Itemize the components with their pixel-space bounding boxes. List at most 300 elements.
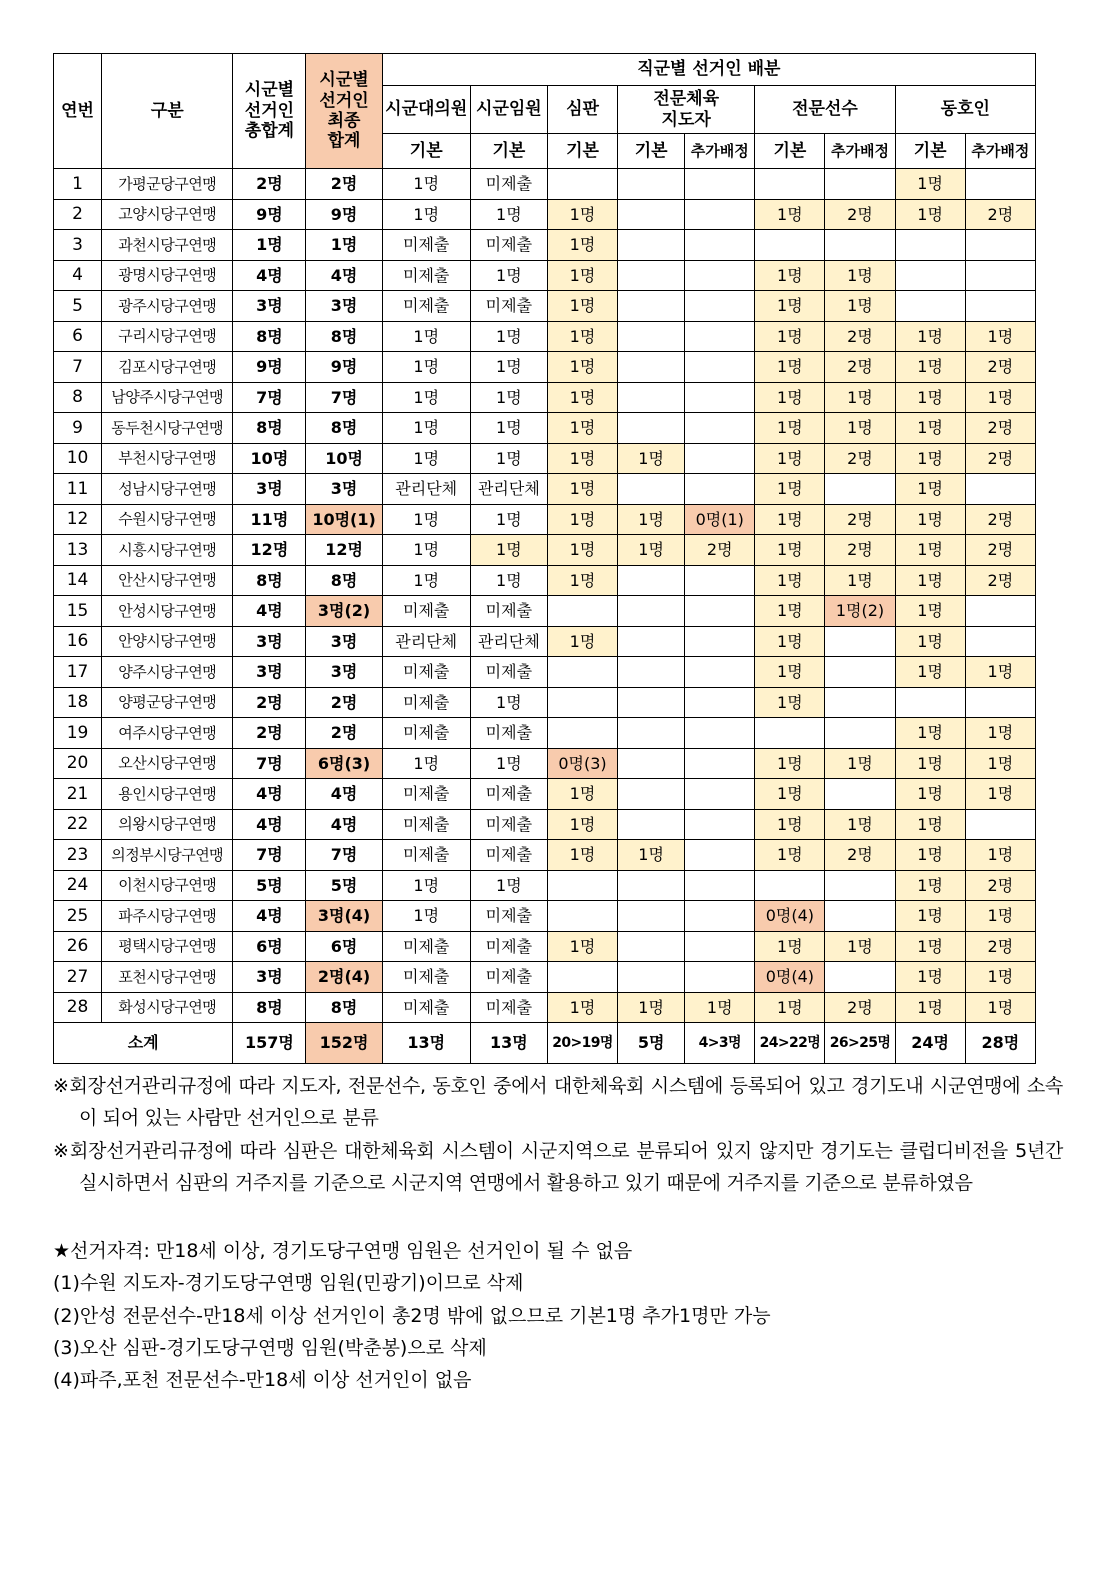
distribution-cell: 1명 (755, 504, 825, 535)
distribution-cell: 1명 (965, 992, 1035, 1023)
header-sub: 기본 (547, 134, 617, 169)
distribution-cell (685, 199, 755, 230)
distribution-cell: 1명 (470, 352, 547, 383)
distribution-cell: 1명 (755, 443, 825, 474)
distribution-cell (618, 321, 685, 352)
distribution-cell: 1명 (382, 382, 470, 413)
distribution-cell (618, 230, 685, 261)
distribution-cell (825, 657, 895, 688)
distribution-cell (825, 474, 895, 505)
distribution-cell (825, 230, 895, 261)
distribution-cell (685, 748, 755, 779)
row-total: 11명 (233, 504, 306, 535)
distribution-cell: 1명 (965, 901, 1035, 932)
qualification-note: ★선거자격: 만18세 이상, 경기도당구연맹 임원은 선거인이 될 수 없음 (53, 1240, 633, 1263)
footer-cell: 24명 (895, 1023, 965, 1064)
footer-cell: 5명 (618, 1023, 685, 1064)
table-row (54, 413, 1036, 444)
distribution-cell (685, 931, 755, 962)
distribution-cell (618, 474, 685, 505)
header-final: 시군별 선거인 최종 합계 (306, 54, 382, 169)
distribution-cell: 1명 (547, 443, 617, 474)
distribution-cell: 2명 (965, 565, 1035, 596)
distribution-cell (825, 169, 895, 200)
distribution-cell: 1명 (382, 748, 470, 779)
distribution-cell (547, 657, 617, 688)
distribution-cell: 1명 (547, 840, 617, 871)
distribution-cell: 1명 (895, 931, 965, 962)
federation-name: 성남시당구연맹 (102, 474, 233, 505)
distribution-cell (685, 870, 755, 901)
distribution-cell: 1명 (895, 748, 965, 779)
distribution-cell: 1명 (470, 199, 547, 230)
distribution-cell (618, 352, 685, 383)
distribution-cell: 1명 (895, 413, 965, 444)
row-final-total: 4명 (306, 260, 382, 291)
federation-name: 김포시당구연맹 (102, 352, 233, 383)
distribution-cell: 1명 (755, 260, 825, 291)
row-final-total: 1명 (306, 230, 382, 261)
distribution-cell: 1명 (895, 596, 965, 627)
footer-cell: 26>25명 (825, 1023, 895, 1064)
table-row (54, 230, 1036, 261)
row-final-total: 3명(4) (306, 901, 382, 932)
distribution-cell: 0명(1) (685, 504, 755, 535)
header-sub: 추가배정 (965, 134, 1035, 169)
distribution-cell (755, 169, 825, 200)
distribution-cell: 1명 (685, 992, 755, 1023)
row-number: 10 (54, 443, 102, 474)
distribution-cell: 2명 (965, 931, 1035, 962)
distribution-cell: 2명 (965, 199, 1035, 230)
table-body (54, 169, 1036, 1023)
distribution-cell (685, 779, 755, 810)
distribution-cell: 미제출 (470, 962, 547, 993)
distribution-cell: 1명 (382, 565, 470, 596)
row-number: 18 (54, 687, 102, 718)
distribution-cell (685, 687, 755, 718)
row-final-total: 12명 (306, 535, 382, 566)
distribution-cell: 1명 (825, 413, 895, 444)
distribution-cell: 1명 (382, 169, 470, 200)
distribution-cell (547, 870, 617, 901)
distribution-cell (547, 901, 617, 932)
distribution-cell: 미제출 (470, 901, 547, 932)
row-number: 16 (54, 626, 102, 657)
distribution-cell: 2명 (685, 535, 755, 566)
distribution-cell: 미제출 (470, 718, 547, 749)
distribution-cell: 1명 (470, 687, 547, 718)
table-row (54, 535, 1036, 566)
row-final-total: 8명 (306, 992, 382, 1023)
distribution-cell (755, 230, 825, 261)
footer-cell: 28명 (965, 1023, 1035, 1064)
distribution-cell: 2명 (825, 352, 895, 383)
distribution-cell: 미제출 (382, 931, 470, 962)
distribution-cell: 2명 (965, 413, 1035, 444)
row-final-total: 2명 (306, 718, 382, 749)
row-final-total: 3명 (306, 291, 382, 322)
table-row (54, 840, 1036, 871)
table-row (54, 962, 1036, 993)
distribution-cell: 1명 (895, 962, 965, 993)
distribution-cell: 1명 (965, 779, 1035, 810)
row-final-total: 3명(2) (306, 596, 382, 627)
row-total: 3명 (233, 626, 306, 657)
distribution-cell: 미제출 (470, 230, 547, 261)
distribution-cell: 1명 (965, 382, 1035, 413)
distribution-cell (618, 779, 685, 810)
row-final-total: 2명(4) (306, 962, 382, 993)
distribution-cell: 1명 (547, 565, 617, 596)
row-final-total: 6명(3) (306, 748, 382, 779)
distribution-cell: 1명 (895, 718, 965, 749)
distribution-cell: 미제출 (470, 291, 547, 322)
row-total: 8명 (233, 413, 306, 444)
row-total: 3명 (233, 657, 306, 688)
distribution-cell: 1명 (382, 535, 470, 566)
distribution-cell: 미제출 (470, 931, 547, 962)
row-total: 4명 (233, 901, 306, 932)
distribution-cell: 1명 (895, 535, 965, 566)
row-total: 12명 (233, 535, 306, 566)
header-group-referee: 심판 (547, 86, 617, 134)
table-row (54, 718, 1036, 749)
federation-name: 평택시당구연맹 (102, 931, 233, 962)
distribution-cell: 2명 (825, 199, 895, 230)
row-total: 4명 (233, 809, 306, 840)
federation-name: 양평군당구연맹 (102, 687, 233, 718)
distribution-cell (825, 870, 895, 901)
distribution-cell (618, 962, 685, 993)
distribution-cell: 1명 (547, 291, 617, 322)
footer-cell: 13명 (470, 1023, 547, 1064)
distribution-cell: 1명 (755, 565, 825, 596)
distribution-cell (685, 840, 755, 871)
distribution-cell: 1명 (755, 199, 825, 230)
federation-name: 시흥시당구연맹 (102, 535, 233, 566)
distribution-cell: 1명 (895, 382, 965, 413)
row-total: 5명 (233, 870, 306, 901)
table-row (54, 443, 1036, 474)
row-number: 27 (54, 962, 102, 993)
row-final-total: 8명 (306, 565, 382, 596)
distribution-cell: 1명 (547, 352, 617, 383)
federation-name: 여주시당구연맹 (102, 718, 233, 749)
distribution-cell: 1명 (618, 504, 685, 535)
distribution-cell: 1명 (825, 748, 895, 779)
distribution-cell: 1명 (895, 657, 965, 688)
distribution-cell (685, 718, 755, 749)
table-row (54, 382, 1036, 413)
distribution-cell: 미제출 (382, 840, 470, 871)
distribution-cell: 1명 (470, 260, 547, 291)
note-voter-classification: ※회장선거관리규정에 따라 지도자, 전문선수, 동호인 중에서 대한체육회 시스템에 등록되어 있고 경기도내 시군연맹에 소속이 되어 있는 사람만 선거인으로 분류 (53, 1075, 1063, 1130)
row-total: 7명 (233, 840, 306, 871)
distribution-cell (965, 291, 1035, 322)
table-row (54, 504, 1036, 535)
distribution-cell (618, 901, 685, 932)
distribution-cell: 미제출 (470, 596, 547, 627)
distribution-cell: 1명 (755, 931, 825, 962)
header-category: 구분 (102, 54, 233, 169)
row-number: 7 (54, 352, 102, 383)
federation-name: 이천시당구연맹 (102, 870, 233, 901)
header-sub: 기본 (895, 134, 965, 169)
distribution-cell (618, 870, 685, 901)
federation-name: 양주시당구연맹 (102, 657, 233, 688)
distribution-cell: 미제출 (470, 840, 547, 871)
row-number: 19 (54, 718, 102, 749)
distribution-cell: 1명 (618, 443, 685, 474)
distribution-cell: 0명(3) (547, 748, 617, 779)
row-number: 21 (54, 779, 102, 810)
distribution-cell (685, 443, 755, 474)
distribution-cell: 1명 (470, 321, 547, 352)
table-row (54, 321, 1036, 352)
table-row (54, 992, 1036, 1023)
distribution-cell: 1명 (470, 870, 547, 901)
row-final-total: 5명 (306, 870, 382, 901)
distribution-cell (685, 657, 755, 688)
row-number: 25 (54, 901, 102, 932)
distribution-cell (618, 291, 685, 322)
federation-name: 안양시당구연맹 (102, 626, 233, 657)
distribution-cell: 1명 (382, 352, 470, 383)
distribution-cell (618, 565, 685, 596)
footnote-2: (2)안성 전문선수-만18세 이상 선거인이 총2명 밖에 없으므로 기본1명 추가1명만 가능 (53, 1304, 771, 1327)
distribution-cell (685, 962, 755, 993)
row-total: 3명 (233, 291, 306, 322)
table-row (54, 779, 1036, 810)
notes-section (53, 1070, 1063, 1397)
federation-name: 과천시당구연맹 (102, 230, 233, 261)
table-row (54, 291, 1036, 322)
distribution-cell (895, 230, 965, 261)
row-total: 4명 (233, 779, 306, 810)
distribution-cell: 1명 (895, 779, 965, 810)
distribution-cell: 1명 (547, 199, 617, 230)
distribution-cell: 2명 (965, 443, 1035, 474)
distribution-cell: 1명 (382, 504, 470, 535)
distribution-cell: 1명 (755, 992, 825, 1023)
distribution-cell (825, 962, 895, 993)
header-no: 연번 (54, 54, 102, 169)
row-final-total: 3명 (306, 474, 382, 505)
row-total: 4명 (233, 260, 306, 291)
distribution-cell (618, 382, 685, 413)
federation-name: 화성시당구연맹 (102, 992, 233, 1023)
distribution-cell: 1명 (470, 748, 547, 779)
distribution-cell: 1명 (965, 321, 1035, 352)
distribution-cell: 1명 (895, 321, 965, 352)
distribution-cell: 1명 (895, 169, 965, 200)
distribution-cell (618, 657, 685, 688)
distribution-cell: 미제출 (470, 779, 547, 810)
distribution-cell: 미제출 (382, 718, 470, 749)
row-number: 6 (54, 321, 102, 352)
distribution-cell (965, 596, 1035, 627)
footnote-1: (1)수원 지도자-경기도당구연맹 임원(민광기)이므로 삭제 (53, 1272, 524, 1295)
distribution-cell (895, 291, 965, 322)
table-row (54, 260, 1036, 291)
federation-name: 동두천시당구연맹 (102, 413, 233, 444)
distribution-cell: 1명 (755, 840, 825, 871)
distribution-cell: 미제출 (382, 260, 470, 291)
row-total: 4명 (233, 596, 306, 627)
distribution-cell (965, 230, 1035, 261)
distribution-cell (755, 718, 825, 749)
row-number: 8 (54, 382, 102, 413)
distribution-cell (618, 413, 685, 444)
distribution-cell: 1명 (547, 626, 617, 657)
distribution-cell (685, 474, 755, 505)
header-sub: 기본 (755, 134, 825, 169)
distribution-cell: 1명 (382, 443, 470, 474)
distribution-cell (685, 413, 755, 444)
distribution-cell (685, 565, 755, 596)
elector-distribution-table (53, 53, 1036, 1064)
footer-final: 152명 (306, 1023, 382, 1064)
distribution-cell (895, 260, 965, 291)
row-final-total: 2명 (306, 687, 382, 718)
distribution-cell (965, 626, 1035, 657)
row-final-total: 10명(1) (306, 504, 382, 535)
header-distribution: 직군별 선거인 배분 (382, 54, 1035, 86)
distribution-cell (965, 809, 1035, 840)
header-sub: 추가배정 (825, 134, 895, 169)
row-final-total: 9명 (306, 199, 382, 230)
distribution-cell: 미제출 (382, 657, 470, 688)
note-referee-classification: ※회장선거관리규정에 따라 심판은 대한체육회 시스템이 시군지역으로 분류되어 있지 않지만 경기도는 클럽디비전을 5년간 실시하면서 심판의 거주지를 기준으로 시군지역 연맹에서 활용하고 있기 때문에 거주지를 기준으로 분류하였음 (53, 1139, 1063, 1194)
distribution-cell: 1명 (470, 535, 547, 566)
distribution-cell (685, 169, 755, 200)
row-number: 15 (54, 596, 102, 627)
distribution-cell: 1명 (895, 840, 965, 871)
distribution-cell: 2명 (965, 504, 1035, 535)
row-number: 12 (54, 504, 102, 535)
distribution-cell: 1명 (470, 565, 547, 596)
row-total: 7명 (233, 748, 306, 779)
row-number: 1 (54, 169, 102, 200)
distribution-cell (618, 626, 685, 657)
distribution-cell: 1명 (547, 779, 617, 810)
distribution-cell: 관리단체 (382, 474, 470, 505)
federation-name: 용인시당구연맹 (102, 779, 233, 810)
row-number: 9 (54, 413, 102, 444)
row-total: 8명 (233, 992, 306, 1023)
distribution-cell: 1명 (547, 382, 617, 413)
table-row (54, 596, 1036, 627)
row-total: 10명 (233, 443, 306, 474)
distribution-cell (618, 687, 685, 718)
row-number: 24 (54, 870, 102, 901)
distribution-cell (895, 687, 965, 718)
header-group-officer: 시군임원 (470, 86, 547, 134)
distribution-cell: 미제출 (382, 962, 470, 993)
row-number: 5 (54, 291, 102, 322)
row-number: 11 (54, 474, 102, 505)
footnote-3: (3)오산 심판-경기도당구연맹 임원(박춘봉)으로 삭제 (53, 1337, 487, 1360)
distribution-cell: 1명 (895, 809, 965, 840)
distribution-cell: 1명 (547, 474, 617, 505)
distribution-cell: 미제출 (382, 779, 470, 810)
footer-cell: 24>22명 (755, 1023, 825, 1064)
distribution-cell: 1명 (382, 870, 470, 901)
row-final-total: 2명 (306, 169, 382, 200)
distribution-cell (618, 718, 685, 749)
distribution-cell: 0명(4) (755, 962, 825, 993)
row-total: 3명 (233, 962, 306, 993)
distribution-cell: 1명 (965, 962, 1035, 993)
federation-name: 부천시당구연맹 (102, 443, 233, 474)
row-final-total: 3명 (306, 657, 382, 688)
header-sub: 기본 (618, 134, 685, 169)
distribution-cell: 1명 (755, 352, 825, 383)
row-total: 2명 (233, 718, 306, 749)
footer-cell: 13명 (382, 1023, 470, 1064)
distribution-cell (618, 169, 685, 200)
distribution-cell: 1명 (895, 901, 965, 932)
distribution-cell: 1명 (470, 382, 547, 413)
distribution-cell (965, 169, 1035, 200)
table-row (54, 657, 1036, 688)
table-row (54, 352, 1036, 383)
table-row (54, 901, 1036, 932)
distribution-cell: 1명 (547, 504, 617, 535)
distribution-cell (618, 809, 685, 840)
row-total: 2명 (233, 169, 306, 200)
federation-name: 수원시당구연맹 (102, 504, 233, 535)
distribution-cell: 미제출 (470, 992, 547, 1023)
distribution-cell: 미제출 (382, 230, 470, 261)
distribution-cell: 1명 (895, 199, 965, 230)
distribution-cell: 미제출 (382, 992, 470, 1023)
distribution-cell (618, 748, 685, 779)
table-row (54, 199, 1036, 230)
distribution-cell: 미제출 (382, 291, 470, 322)
header-total: 시군별 선거인 총합계 (233, 54, 306, 169)
row-number: 26 (54, 931, 102, 962)
distribution-cell: 1명 (755, 382, 825, 413)
distribution-cell: 2명 (825, 992, 895, 1023)
distribution-cell: 미제출 (470, 169, 547, 200)
distribution-cell (547, 596, 617, 627)
federation-name: 가평군당구연맹 (102, 169, 233, 200)
row-number: 17 (54, 657, 102, 688)
distribution-cell: 2명 (825, 840, 895, 871)
distribution-cell: 1명 (895, 443, 965, 474)
distribution-cell: 1명 (382, 901, 470, 932)
row-total: 8명 (233, 565, 306, 596)
header-group-pro-athlete: 전문선수 (755, 86, 895, 134)
distribution-cell (685, 291, 755, 322)
row-number: 2 (54, 199, 102, 230)
header-group-coach: 전문체육 지도자 (618, 86, 755, 134)
distribution-cell (618, 260, 685, 291)
distribution-cell: 1명 (965, 748, 1035, 779)
distribution-cell: 1명 (755, 748, 825, 779)
distribution-cell: 1명 (755, 657, 825, 688)
header-group-council: 시군대의원 (382, 86, 470, 134)
table-row (54, 565, 1036, 596)
distribution-cell (685, 352, 755, 383)
row-total: 9명 (233, 352, 306, 383)
footer-cell: 4>3명 (685, 1023, 755, 1064)
distribution-cell: 1명 (547, 809, 617, 840)
row-final-total: 7명 (306, 382, 382, 413)
distribution-cell: 1명 (895, 352, 965, 383)
